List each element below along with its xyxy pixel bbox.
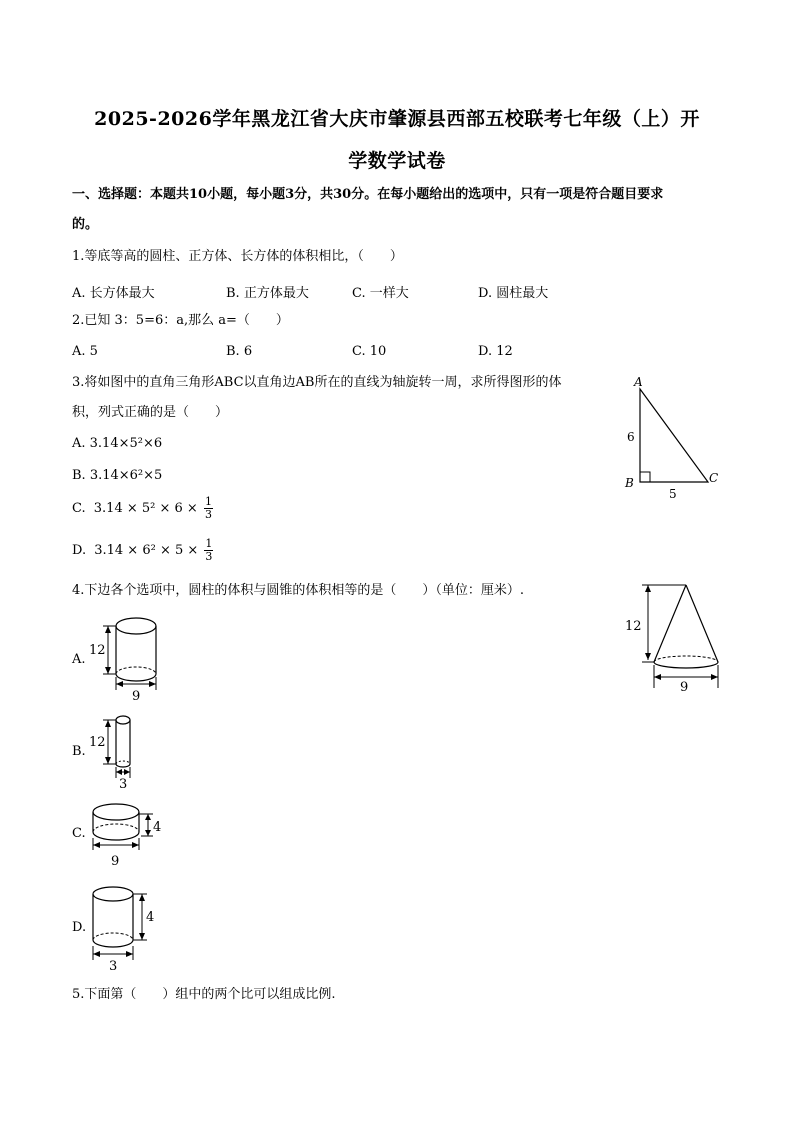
question-4-option-b-label: B.	[72, 744, 86, 759]
question-1-option-b: B. 正方体最大	[226, 286, 309, 301]
question-4-option-d-label: D.	[72, 920, 87, 935]
cone-diameter-label: 9	[680, 680, 689, 695]
question-4-option-c-label: C.	[72, 826, 86, 841]
question-2-option-c: C. 10	[352, 344, 387, 359]
page-title-line1: 2025-2026学年黑龙江省大庆市肇源县西部五校联考七年级（上）开	[94, 108, 700, 130]
section-heading-cont: 的。	[72, 217, 99, 232]
vertex-c-label: C	[709, 471, 719, 485]
question-2-option-d: D. 12	[478, 344, 513, 359]
diameter-label: 3	[119, 777, 128, 792]
option-c-fraction	[204, 496, 213, 521]
section-heading: 一、选择题：本题共10小题，每小题3分，共30分。在每小题给出的选项中，只有一项是符合题目要求	[72, 187, 664, 202]
side-ab-label: 6	[627, 430, 635, 444]
option-d-label: D.	[72, 543, 87, 558]
question-3-option-b: B. 3.14×6²×5	[72, 468, 163, 483]
height-label: 12	[89, 735, 106, 750]
question-3-stem: 3.将如图中的直角三角形ABC以直角边AB所在的直线为轴旋转一周，求所得图形的体	[72, 375, 562, 390]
question-4-stem: 4.下边各个选项中，圆柱的体积与圆锥的体积相等的是（ ）（单位：厘米）.	[72, 583, 525, 598]
option-d-fraction	[204, 538, 213, 563]
height-label: 4	[153, 820, 162, 835]
question-1-option-d: D. 圆柱最大	[478, 286, 549, 301]
question-3-option-d	[72, 538, 213, 563]
cone-height-label: 12	[625, 619, 642, 634]
fraction-denominator: 3	[205, 550, 213, 563]
cylinder-option-d	[86, 882, 176, 974]
question-1-option-a: A. 长方体最大	[72, 286, 155, 301]
fraction-denominator: 3	[204, 508, 212, 521]
vertex-b-label: B	[625, 476, 634, 490]
cylinder-option-c	[86, 798, 176, 870]
diameter-label: 9	[111, 854, 120, 869]
side-bc-label: 5	[669, 487, 677, 501]
question-1-option-c: C. 一样大	[352, 286, 409, 301]
question-1-stem: 1.等底等高的圆柱、正方体、长方体的体积相比，（ ）	[72, 249, 403, 264]
question-5-stem: 5.下面第（ ）组中的两个比可以组成比例.	[72, 987, 336, 1002]
right-triangle-figure	[615, 370, 730, 505]
cone-figure	[620, 580, 730, 695]
cylinder-option-b	[86, 712, 166, 792]
question-2-option-b: B. 6	[226, 344, 253, 359]
question-2-stem: 2.已知 3：5=6：a,那么 a=（ ）	[72, 313, 289, 328]
diameter-label: 3	[109, 959, 118, 974]
question-2-option-a: A. 5	[72, 344, 98, 359]
question-4-option-a-label: A.	[72, 652, 86, 667]
height-label: 12	[89, 643, 106, 658]
option-c-expression: 3.14 × 5² × 6 ×	[93, 501, 198, 516]
diameter-label: 9	[132, 689, 141, 704]
cylinder-option-a	[86, 612, 166, 704]
question-3-option-a: A. 3.14×5²×6	[72, 436, 163, 451]
page-title-line2: 学数学试卷	[348, 150, 446, 172]
height-label: 4	[146, 910, 155, 925]
vertex-a-label: A	[634, 375, 643, 389]
option-d-expression: 3.14 × 6² × 5 ×	[94, 543, 199, 558]
fraction-numerator: 1	[205, 537, 213, 550]
question-3-option-c	[72, 496, 213, 521]
fraction-numerator: 1	[204, 495, 212, 508]
option-c-label: C.	[72, 501, 86, 516]
question-3-stem-cont: 积，列式正确的是（ ）	[72, 405, 229, 420]
